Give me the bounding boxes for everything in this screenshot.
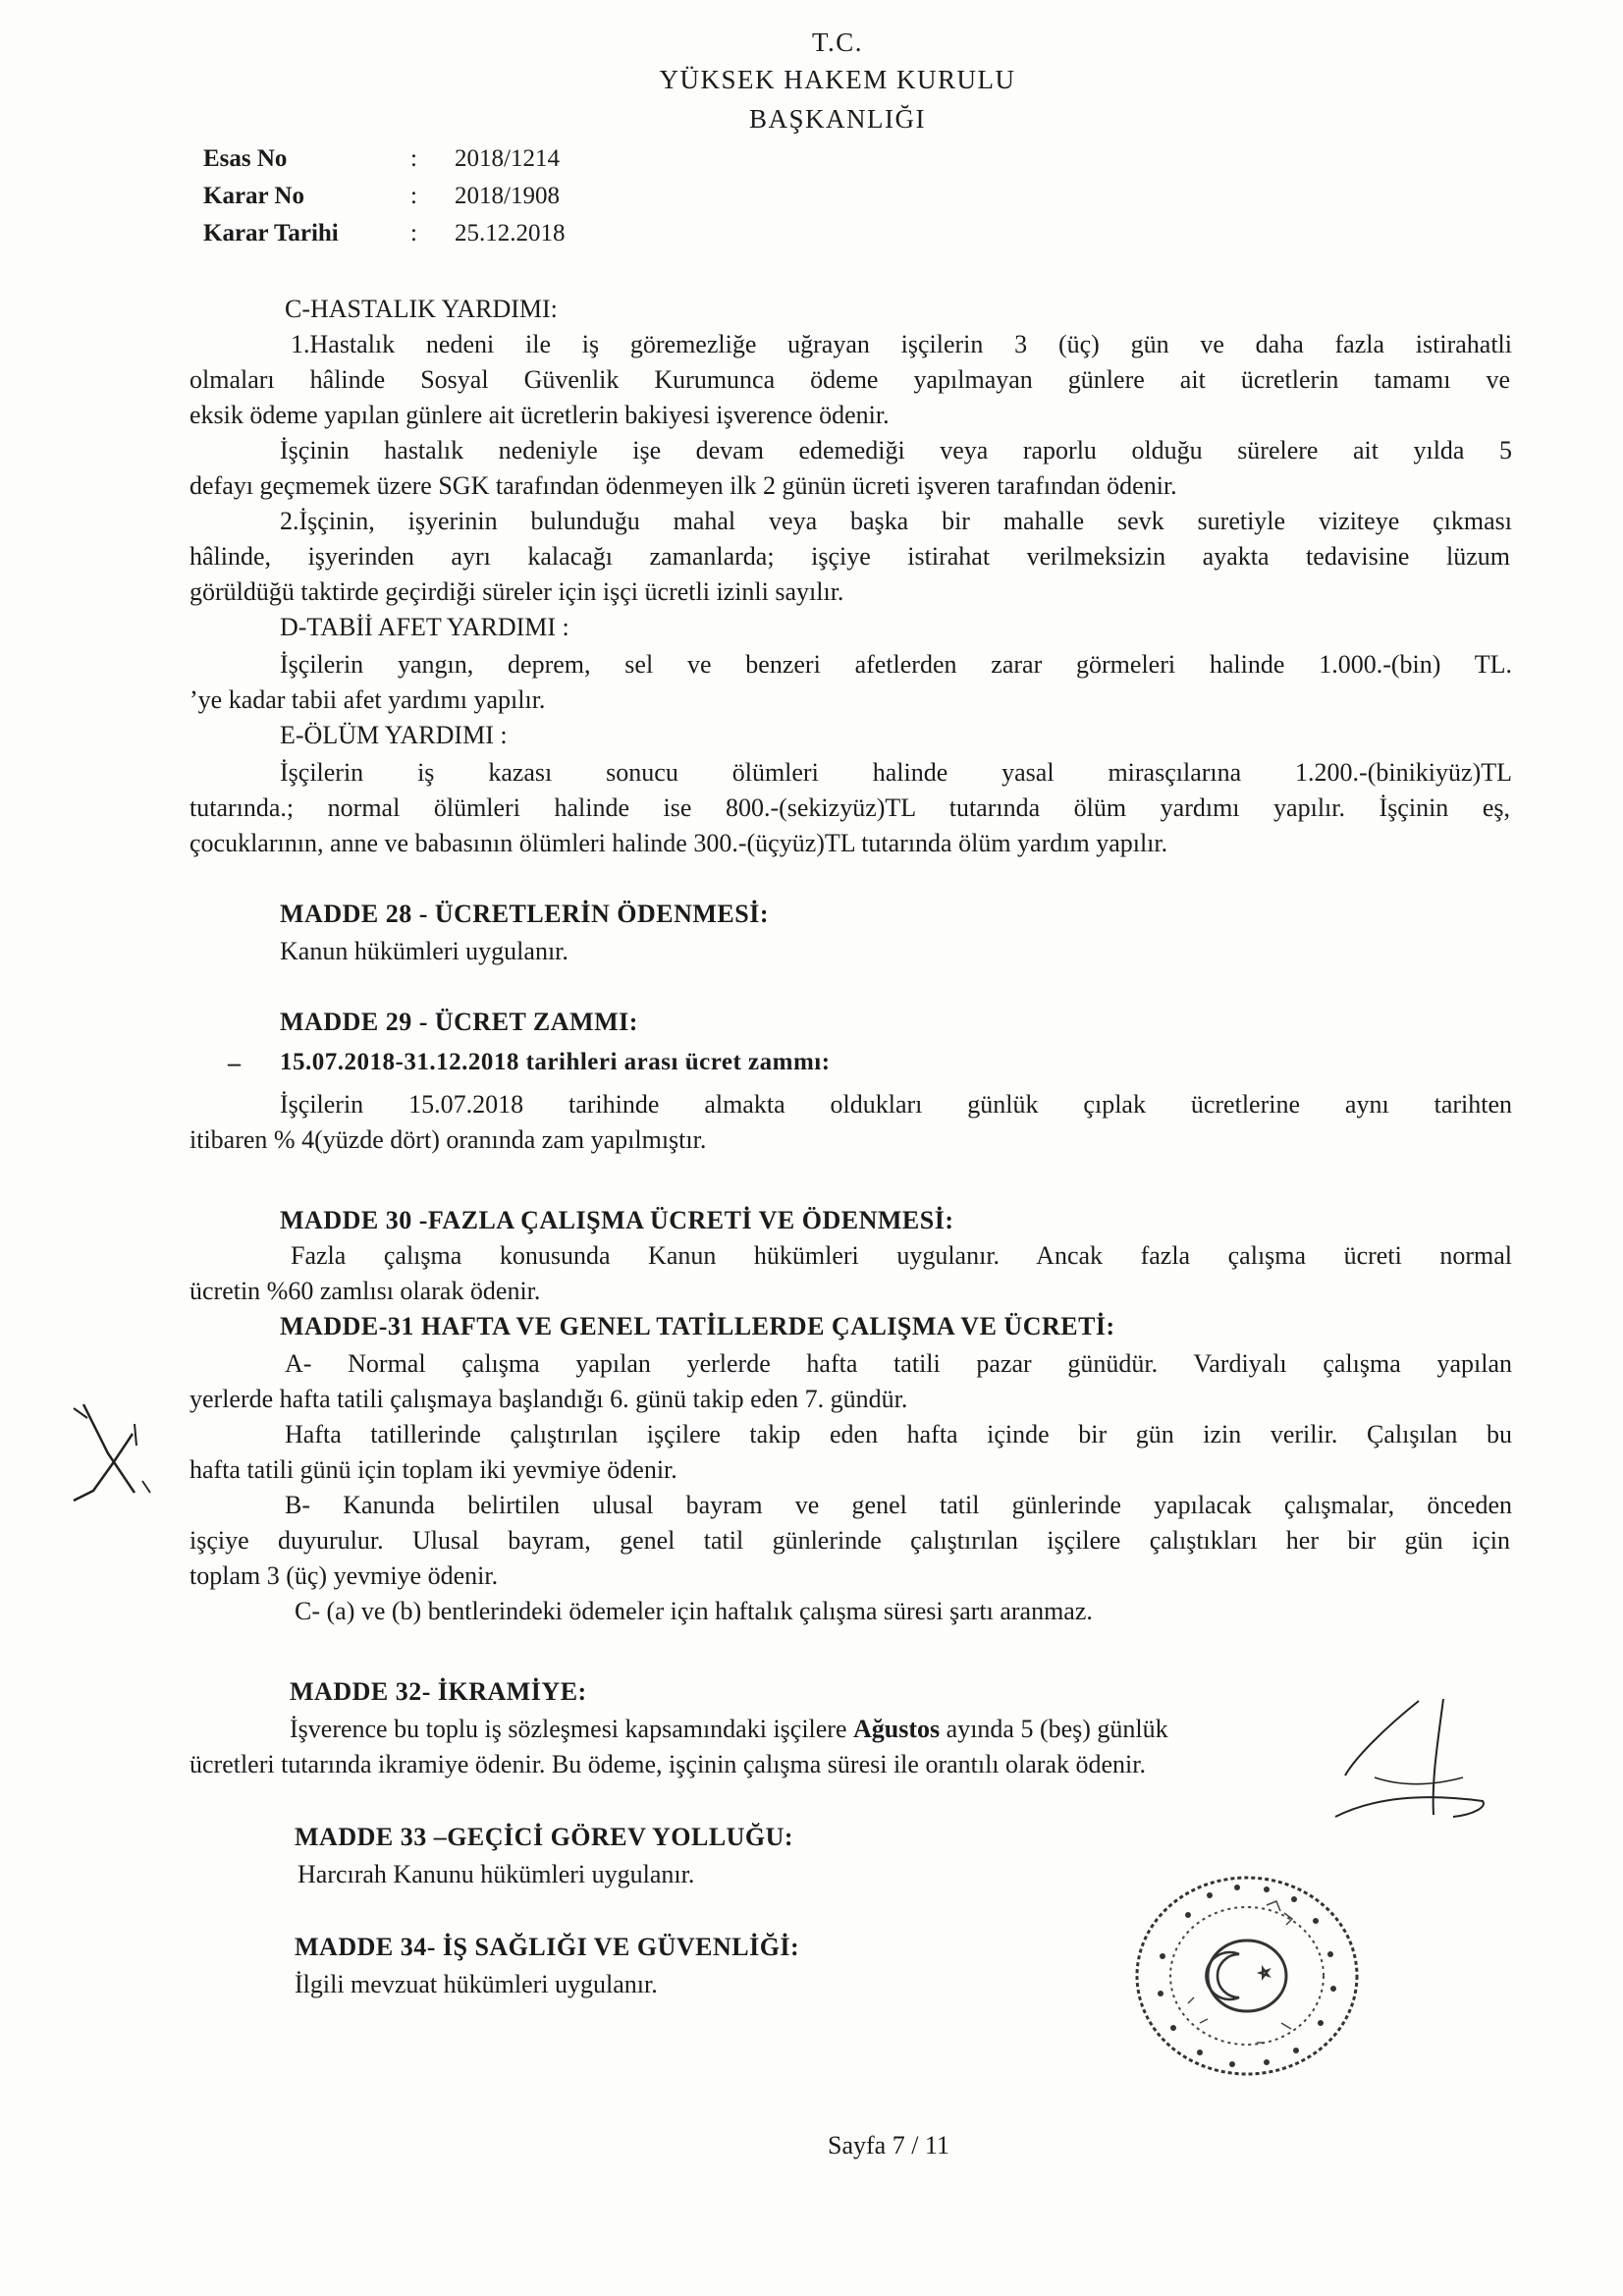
paragraph-line: Kanun hükümleri uygulanır. — [280, 937, 568, 965]
page-number: Sayfa 7 / 11 — [828, 2131, 949, 2159]
colon: : — [410, 220, 417, 246]
paragraph-line: İşçilerin yangın, deprem, sel ve benzeri afetlerden zarar görmeleri halinde 1.000.-(bin) TL. — [280, 650, 1512, 679]
paragraph-line: ’ye kadar tabii afet yardımı yapılır. — [189, 685, 546, 714]
paragraph-line: hâlinde, işyerinden ayrı kalacağı zamanlarda; işçiye istirahat verilmeksizin ayakta tedavisine lüzum — [189, 542, 1510, 571]
signature-icon — [1316, 1699, 1492, 1836]
paragraph-line: Harcırah Kanunu hükümleri uygulanır. — [298, 1860, 695, 1888]
paragraph-line: İşçilerin iş kazası sonucu ölümleri halinde yasal mirasçılarına 1.200.-(binikiyüz)TL — [280, 758, 1512, 787]
paragraph-line: Hafta tatillerinde çalıştırılan işçilere takip eden hafta içinde bir gün izin verilir. Çalışılan bu — [285, 1420, 1512, 1449]
section-c-title: C-HASTALIK YARDIMI: — [285, 295, 558, 323]
section-e-title: E-ÖLÜM YARDIMI : — [280, 721, 508, 749]
text-run: İşverence bu toplu iş sözleşmesi kapsamındaki işçilere — [290, 1715, 854, 1743]
karar-no-label: Karar No — [203, 183, 304, 209]
dash-bullet: – — [228, 1049, 242, 1077]
official-seal-icon — [1119, 1866, 1375, 2092]
paragraph-line: çocuklarının, anne ve babasının ölümleri halinde 300.-(üçyüz)TL tutarında ölüm yardım yapılır. — [189, 829, 1168, 857]
paragraph-line: hafta tatili günü için toplam iki yevmiye ödenir. — [189, 1455, 677, 1484]
paragraph-line: Fazla çalışma konusunda Kanun hükümleri uygulanır. Ancak fazla çalışma ücreti normal — [291, 1241, 1512, 1270]
article-31-title: MADDE-31 HAFTA VE GENEL TATİLLERDE ÇALIŞMA VE ÜCRETİ: — [280, 1312, 1115, 1340]
paragraph-line: itibaren % 4(yüzde dört) oranında zam yapılmıştır. — [189, 1125, 707, 1154]
section-d-title: D-TABİİ AFET YARDIMI : — [280, 613, 569, 641]
article-32-title: MADDE 32- İKRAMİYE: — [290, 1677, 587, 1706]
paragraph-line: toplam 3 (üç) yevmiye ödenir. — [189, 1561, 499, 1590]
article-28-title: MADDE 28 - ÜCRETLERİN ÖDENMESİ: — [280, 900, 769, 928]
paragraph-line: olmaları hâlinde Sosyal Güvenlik Kurumunca ödeme yapılmayan günlere ait ücretlerin tamamı ve — [189, 365, 1510, 394]
paragraph-line: ücretin %60 zamlısı olarak ödenir. — [189, 1277, 541, 1305]
paragraph-line: A- Normal çalışma yapılan yerlerde hafta tatili pazar günüdür. Vardiyalı çalışma yapılan — [285, 1349, 1512, 1378]
colon: : — [410, 183, 417, 209]
header-department: BAŞKANLIĞI — [749, 104, 926, 134]
esas-no-label: Esas No — [203, 145, 288, 172]
karar-no-value: 2018/1908 — [455, 183, 560, 209]
paragraph-line: tutarında.; normal ölümleri halinde ise 800.-(sekizyüz)TL tutarında ölüm yardımı yapılır. İşçinin eş, — [189, 793, 1510, 822]
paragraph-line: 2.İşçinin, işyerinin bulunduğu mahal veya başka bir mahalle sevk suretiyle viziteye çıkması — [280, 507, 1512, 535]
article-33-title: MADDE 33 –GEÇİCİ GÖREV YOLLUĞU: — [295, 1823, 794, 1851]
paragraph-line: görüldüğü taktirde geçirdiği süreler için işçi ücretli izinli sayılır. — [189, 577, 844, 606]
paragraph-line: 1.Hastalık nedeni ile iş göremezliğe uğrayan işçilerin 3 (üç) gün ve daha fazla istirahatli — [291, 330, 1512, 358]
paragraph-line: yerlerde hafta tatili çalışmaya başlandığı 6. günü takip eden 7. gündür. — [189, 1385, 908, 1413]
paragraph-line: İşçinin hastalık nedeniyle işe devam edemediği veya raporlu olduğu sürelere ait yılda 5 — [280, 436, 1512, 465]
paragraph-line: B- Kanunda belirtilen ulusal bayram ve genel tatil günlerinde yapılacak çalışmalar, önceden — [285, 1491, 1512, 1519]
paragraph-line: defayı geçmemek üzere SGK tarafından ödenmeyen ilk 2 günün ücreti işveren tarafından ödenir. — [189, 471, 1177, 500]
paragraph-line: İşçilerin 15.07.2018 tarihinde almakta oldukları günlük çıplak ücretlerine aynı tarihten — [280, 1090, 1512, 1119]
paragraph-line: işçiye duyurulur. Ulusal bayram, genel tatil günlerinde çalıştırılan işçilere çalıştıkları her bir gün için — [189, 1526, 1510, 1555]
article-34-title: MADDE 34- İŞ SAĞLIĞI VE GÜVENLİĞİ: — [295, 1933, 800, 1961]
karar-tarihi-value: 25.12.2018 — [455, 220, 566, 246]
colon: : — [410, 145, 417, 172]
handwritten-x-mark — [54, 1394, 152, 1512]
header-institution: YÜKSEK HAKEM KURULU — [659, 65, 1016, 94]
paragraph-line: ücretleri tutarında ikramiye ödenir. Bu ödeme, işçinin çalışma süresi ile orantılı olarak ödenir. — [189, 1750, 1146, 1778]
karar-tarihi-label: Karar Tarihi — [203, 220, 339, 246]
article-29-subtitle: 15.07.2018-31.12.2018 tarihleri arası ücret zammı: — [280, 1049, 831, 1075]
esas-no-value: 2018/1214 — [455, 145, 560, 172]
paragraph-line: eksik ödeme yapılan günlere ait ücretlerin bakiyesi işverence ödenir. — [189, 401, 890, 429]
text-run: ayında 5 (beş) günlük — [940, 1715, 1168, 1743]
month-emphasis: Ağustos — [853, 1715, 941, 1743]
article-29-title: MADDE 29 - ÜCRET ZAMMI: — [280, 1008, 638, 1036]
paragraph-line — [290, 1715, 1168, 1744]
header-tc: T.C. — [812, 27, 863, 57]
paragraph-line: İlgili mevzuat hükümleri uygulanır. — [295, 1970, 658, 1998]
paragraph-line: C- (a) ve (b) bentlerindeki ödemeler için haftalık çalışma süresi şartı aranmaz. — [295, 1597, 1093, 1625]
article-30-title: MADDE 30 -FAZLA ÇALIŞMA ÜCRETİ VE ÖDENMESİ: — [280, 1206, 954, 1234]
